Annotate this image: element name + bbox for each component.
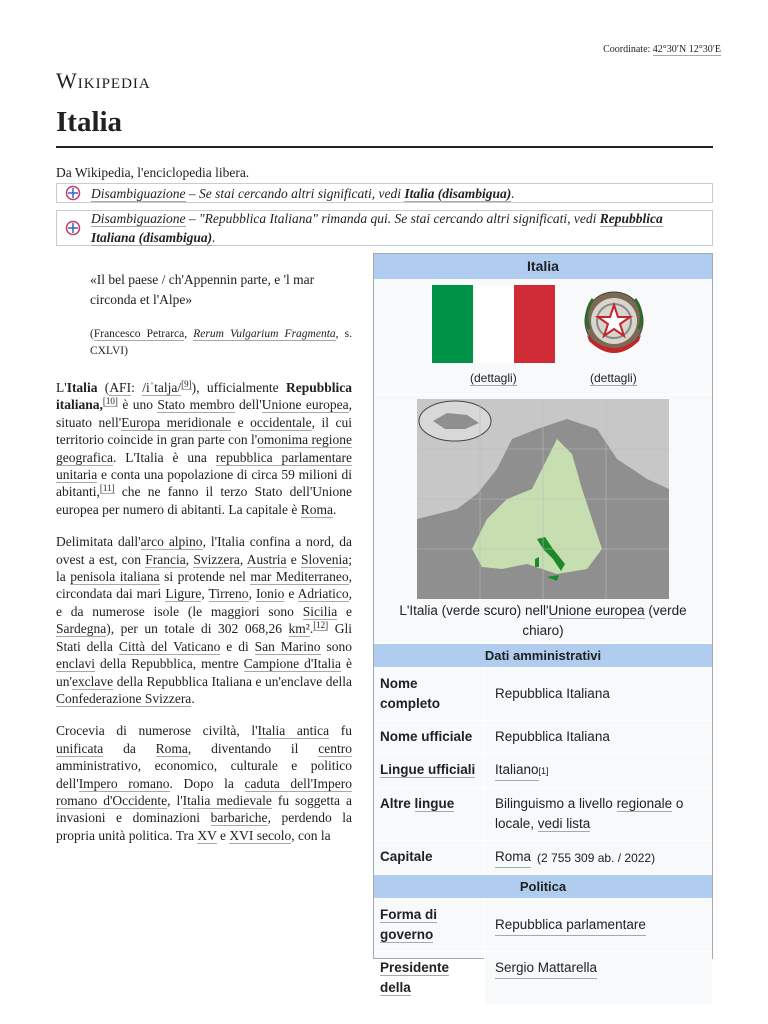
row-official-languages [374,753,712,787]
rome-link[interactable]: Roma [495,847,531,868]
text-run: L' [56,380,67,395]
infobox-symbols [374,279,712,395]
bilinguismo-text: Bilinguismo a livello [495,796,617,811]
mattarella-link[interactable]: Sergio Mattarella [495,958,597,979]
map-section [374,395,712,643]
reference-link[interactable]: [9] [181,378,192,389]
inline-link[interactable]: km² [288,621,310,637]
hatnote-2-term[interactable]: Disambiguazione [91,211,186,226]
row-official-languages-value: Italiano [1] [484,754,712,787]
flag-red-band [514,285,555,363]
text-run: e di [220,638,255,654]
inline-link[interactable]: XVI secolo [229,827,292,843]
text-run: , e da numerose isole (le maggiori sono [56,586,353,619]
text-run: da [103,740,156,756]
inline-link[interactable]: Confederazione Svizzera [56,690,192,706]
paragraph-1 [56,379,352,518]
text-run: si protende nel [159,569,251,585]
text-run: Delimitata dall' [56,534,141,550]
infobox-title: Italia [374,254,712,279]
text-run: , l'Italia confina a nord, da ovest a est, con [56,534,352,567]
flag-details-link[interactable]: (dettagli) [470,371,517,385]
text-run: , con la [291,827,331,843]
map-caption-eu-link[interactable]: Unione europea [548,603,645,618]
text-run: , circondata dai mari [56,569,352,602]
bold-text: Repubblica italiana [56,380,352,413]
inline-link[interactable]: arco alpino [140,534,203,550]
text-run: , [185,551,194,567]
title-divider [56,146,713,148]
text-run: amministrativo, economico, culturale e politico dell' [56,758,352,791]
inline-link[interactable]: unificata [56,740,104,756]
disambiguation-icon [65,220,81,236]
text-run: : [131,380,143,395]
coordinates [603,44,721,55]
text-run: dell' [234,397,262,413]
inline-link[interactable]: /iˈtalja/ [142,380,182,395]
quote-ref: , s. CXLVI) [90,328,353,357]
other-value-a [495,794,704,834]
inline-link[interactable]: Europa meridionale [121,414,232,430]
inline-link[interactable]: Italia medievale [182,792,272,808]
flag-white-band [473,285,514,363]
other-label-a: Altre [380,796,415,811]
hatnote-disambiguation-2 [56,210,713,246]
inline-link[interactable]: Austria [246,551,287,567]
row-full-name [374,667,712,720]
text-run: fu [329,723,352,739]
text-run: . [191,690,195,706]
text-run: , [248,586,256,602]
text-run: e conta una popolazione di circa 59 milioni di abitanti, [56,467,352,500]
text-run: è un' [56,656,353,689]
reference-link[interactable]: [10] [102,395,118,406]
quote-work-link[interactable]: Rerum Vulgarium Fragmenta [193,328,336,340]
map-caption-b: (verde chiaro) [522,603,687,638]
inline-link[interactable]: Città del Vaticano [118,638,221,654]
capital-population: (2 755 309 ab. / 2022) [537,850,656,865]
inline-link[interactable]: centro [318,740,352,756]
coordinates-link[interactable]: 42°30′N 12°30′E [652,44,721,55]
inline-link[interactable]: caduta dell'Impero romano d'Occidente [56,775,352,808]
row-official-name-label: Nome ufficiale [380,729,473,744]
hatnote-2-link[interactable]: Repubblica Italiana (disambigua) [91,211,663,245]
section-header-administrative: Dati amministrativi [374,643,712,667]
page-title: Italia [56,106,123,138]
row-government-form-label [374,899,484,951]
bold-text: Italia [66,380,98,395]
official-languages-link[interactable]: Lingue ufficiali [380,762,476,777]
text-run: , [201,586,209,602]
hatnote-1-term[interactable]: Disambiguazione [91,185,186,201]
see-list-link[interactable]: vedi lista [537,816,591,831]
quote-text: «Il bel paese / ch'Appennin parte, e 'l mar circonda et l'Alpe» [90,272,315,307]
row-full-name-value: Repubblica Italiana [484,668,712,720]
quote-citation: (Francesco Petrarca, Rerum Vulgarium Fragmenta, s. CXLVI) [90,328,353,357]
text-run: della Repubblica Italiana e un'enclave della [113,673,352,689]
row-other-languages-value [484,788,712,840]
row-official-name-value: Repubblica Italiana [484,721,712,753]
row-government-form-value [484,899,712,951]
inline-link[interactable]: Roma [300,501,334,517]
inline-link[interactable]: San Marino [254,638,321,654]
row-government-form [374,898,712,951]
text-run: fu soggetta a invasioni e dominazioni [56,792,353,826]
europe-locator-map[interactable] [417,399,669,599]
inline-link[interactable]: omonima regione geografica [56,432,352,465]
inline-link[interactable]: Stato membro [157,397,235,413]
coordinates-label: Coordinate: [603,44,651,55]
hatnote-1-text: – Se stai cercando altri significati, vedi [185,185,405,201]
text-run: e [337,603,352,619]
text-run: e [231,414,251,430]
inline-link[interactable]: penisola italiana [70,569,160,585]
inline-link[interactable]: Ionio [255,586,285,602]
text-run: , situato nell' [56,397,352,430]
inline-link[interactable]: AFI [109,380,132,395]
text-run: e [284,586,298,602]
text-run: ; la [56,551,352,585]
article-body [56,270,352,844]
inline-link[interactable]: Roma [155,740,188,756]
text-run: , il cui territorio coincide in gran parte con l' [56,414,352,448]
inline-link[interactable]: Impero romano [78,775,170,791]
hatnote-2-text: – "Repubblica Italiana" rimanda qui. Se stai cercando altri significati, vedi [185,211,600,226]
hatnote-disambiguation-1 [56,183,713,203]
locale-text: o locale, [495,796,684,831]
italian-language-link[interactable]: Italiano [495,760,539,781]
row-capital [374,840,712,874]
map-caption [384,601,702,641]
hatnote-1-link[interactable]: Italia (disambigua) [404,185,512,201]
row-other-languages-label [374,788,484,840]
inline-link[interactable]: Tirreno [208,586,249,602]
paragraph-3 [56,722,352,844]
quote-author-link[interactable]: Francesco Petrarca [93,328,185,340]
inline-link[interactable]: unitaria [56,467,98,483]
text-run: sono [320,638,352,654]
text-run: ( [97,380,110,395]
text-run: è uno [117,397,158,413]
row-other-languages [374,787,712,840]
text-run: che ne fanno il terzo Stato dell'Unione europea per numero di abitanti. La capitale è [56,484,352,517]
section-header-politics: Politica [374,874,712,898]
text-run: . L'Italia è una [112,449,216,465]
disambiguation-icon [65,185,81,201]
inline-link[interactable]: barbariche [210,810,268,826]
infobox [373,253,713,995]
epigraph-quote [56,270,352,360]
paragraph-2 [56,533,352,707]
text-run: e [216,827,230,843]
map-caption-a: L'Italia (verde scuro) nell' [399,603,549,618]
row-president-label [374,952,484,1004]
flag-green-band [432,285,473,363]
inline-link[interactable]: enclavi [56,656,95,672]
row-official-name [374,720,712,753]
inline-link[interactable]: Francia [145,551,186,567]
bold-text: , [99,397,103,413]
text-run: Gli Stati della [56,621,352,654]
wikipedia-logo[interactable]: Wikipedia [56,68,151,93]
reference-link[interactable]: [12] [313,619,329,630]
row-full-name-label: Nome completo [380,676,441,711]
president-link[interactable]: Presidente della [380,960,450,995]
inline-link[interactable]: Campione d'Italia [243,656,342,672]
inline-link[interactable]: Adriatico [297,586,349,602]
text-run: , diventando il [187,740,319,756]
text-run: . [309,621,314,637]
text-run: , l' [167,792,183,808]
inline-link[interactable]: occidentale [250,414,312,430]
inline-link[interactable]: Sardegna [56,621,107,637]
text-run: , perdendo la propria unità politica. Tra [56,810,352,843]
text-run: , [239,551,247,567]
inline-link[interactable]: repubblica parlamentare [215,449,352,465]
tagline: Da Wikipedia, l'enciclopedia libera. [56,165,250,180]
parliamentary-republic-link[interactable]: Repubblica parlamentare [495,915,646,936]
row-president-value [484,952,712,1004]
text-run: Crocevia di numerose civiltà, l' [56,723,258,739]
row-capital-value [484,841,712,874]
inline-link[interactable]: Italia antica [257,723,330,739]
hatnote-1-end: . [511,185,515,201]
text-run: . [333,501,337,517]
inline-link[interactable]: Unione europea [261,397,349,413]
row-capital-label: Capitale [380,849,433,864]
reference-link[interactable]: [11] [99,482,115,493]
government-form-link[interactable]: Forma di governo [380,907,438,942]
inline-link[interactable]: XV [197,827,217,843]
inline-link[interactable]: exclave [71,673,114,689]
emblem-of-italy[interactable] [573,283,655,365]
inline-link[interactable]: Ligure [165,586,202,602]
row-president [374,951,712,1004]
text-run: ), ufficialmente [191,380,286,395]
regional-link[interactable]: regionale [616,796,673,811]
inline-link[interactable]: Svizzera [193,551,240,567]
inline-link[interactable]: Sicilia [302,603,338,619]
text-run: ), per un totale di 302 068,26 [106,621,289,637]
hatnote-2-end: . [212,230,216,245]
flag-of-italy[interactable] [432,285,555,363]
text-run: . Dopo la [169,775,245,791]
text-run: e [286,551,301,567]
inline-link[interactable]: mar Mediterraneo [250,569,349,585]
inline-link[interactable]: Slovenia [300,551,349,567]
emblem-details-link[interactable]: (dettagli) [590,371,637,385]
languages-link[interactable]: lingue [414,796,455,811]
row-official-languages-label [374,754,484,787]
text-run: della Repubblica, mentre [94,656,244,672]
